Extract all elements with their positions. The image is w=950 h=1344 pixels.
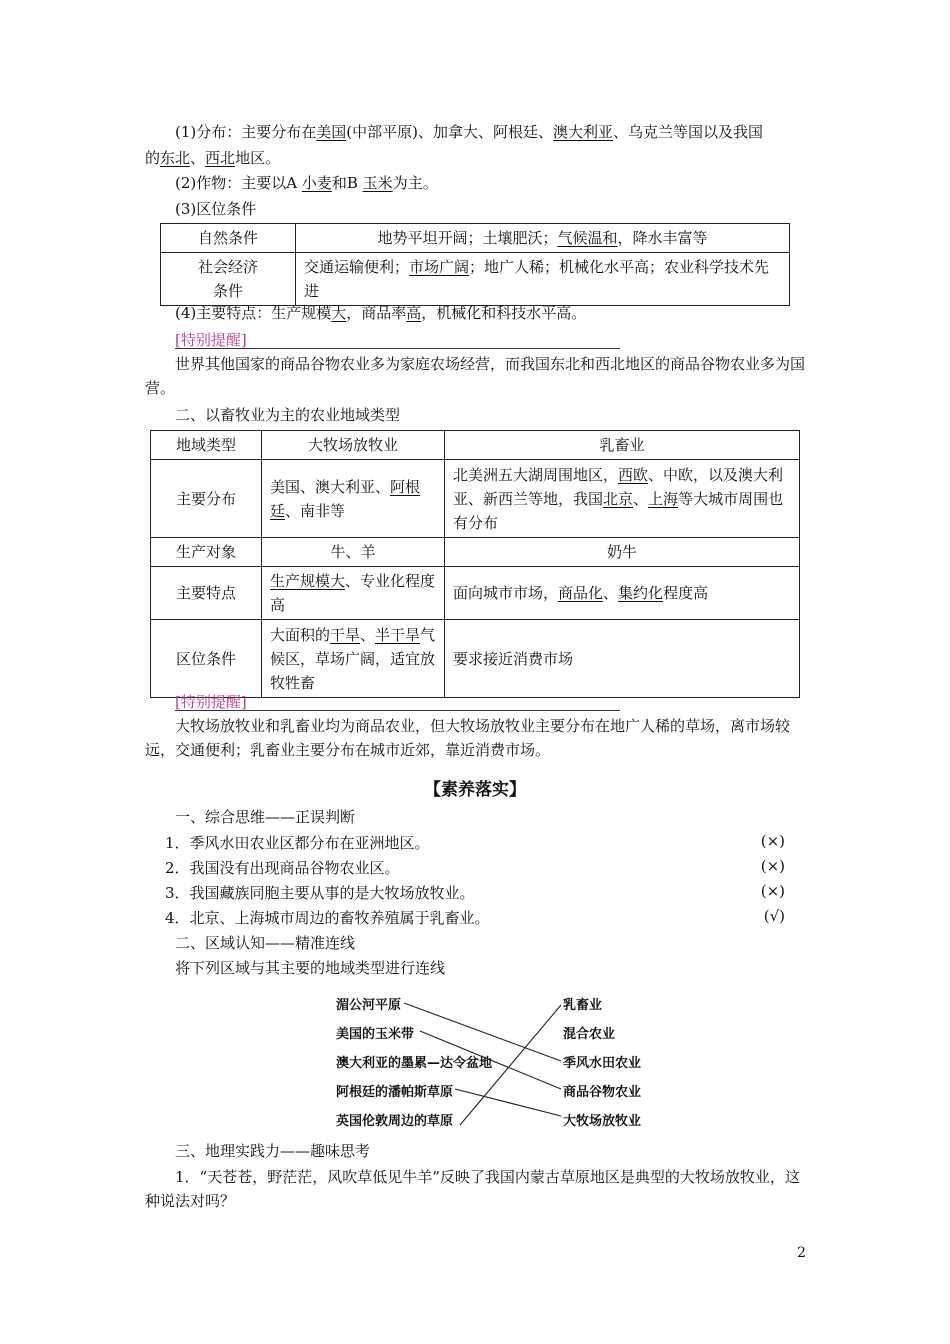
answer-underline: 西欧 (618, 465, 649, 484)
answer-underline: 澳大利亚 (552, 123, 613, 141)
text: ，降水丰富等 (617, 229, 708, 247)
answer-underline: 北京 (603, 489, 634, 508)
match-instruction: 将下列区域与其主要的地域类型进行连线 (175, 959, 446, 977)
text: (2)作物：主要以A (175, 174, 302, 192)
match-left-item: 阿根廷的潘帕斯草原 (336, 1085, 454, 1100)
match-line (460, 1005, 561, 1125)
match-title: 二、区域认知——精准连线 (175, 934, 356, 952)
text: 、 (360, 625, 376, 644)
match-left-item: 美国的玉米带 (336, 1027, 415, 1042)
location-title: (3)区位条件 (175, 200, 257, 218)
answer-underline: 玉米 (362, 174, 393, 192)
match-line (420, 1031, 561, 1089)
table-cell: 牛、羊 (262, 538, 445, 567)
answer-underline: 市场广阔 (409, 258, 470, 276)
text: 气候区，草场广阔，适宜放牧牲畜 (270, 625, 436, 692)
answer-underline: 气候温和 (557, 229, 618, 247)
text: 、中欧，以及澳大利亚、新西兰等地，我国 (453, 465, 784, 508)
table-cell: 乳畜业 (445, 431, 800, 460)
answer-underline: 集约化 (618, 584, 664, 602)
page-number: 2 (797, 1245, 806, 1261)
text: 、 (633, 489, 649, 508)
answer: (×) (760, 882, 785, 900)
text: ，商品率 (346, 304, 407, 322)
judge-title: 一、综合思维——正误判断 (175, 808, 356, 826)
text: 大面积的 (270, 625, 331, 644)
table-cell: 奶牛 (445, 538, 800, 567)
special-reminder-label: [特别提醒] (175, 331, 247, 349)
text: 程度高 (663, 584, 709, 602)
text: (1)分布：主要分布在 (175, 123, 317, 141)
question: 4．北京、上海城市周边的畜牧养殖属于乳畜业。 (165, 909, 490, 927)
answer: (×) (760, 832, 785, 850)
text: 美国、澳大利亚、 (270, 477, 391, 496)
answer-underline: 美国 (316, 123, 347, 141)
text: 北美洲五大湖周围地区， (453, 465, 619, 484)
section-title: 二、以畜牧业为主的农业地域类型 (175, 406, 401, 424)
match-left-item: 湄公河平原 (336, 998, 402, 1013)
answer-underline: 干旱 (330, 625, 361, 644)
text: 面向城市市场， (453, 584, 559, 602)
text: ，机械化和科技水平高。 (421, 304, 587, 322)
text: ；地广人稀；机械化水平高；农业科学技术先进 (304, 258, 770, 300)
question: 1．季风水田农业区都分布在亚洲地区。 (165, 834, 430, 852)
match-left-item: 英国伦敦周边的草原 (336, 1114, 454, 1129)
answer-underline: 上海 (648, 489, 679, 508)
text: 等大城市周围也有分布 (453, 489, 784, 532)
text: 、 (190, 149, 206, 167)
match-left-item: 澳大利亚的墨累—达令盆地 (336, 1056, 493, 1071)
special-reminder-label: [特别提醒] (175, 693, 247, 711)
answer-underline: 东北 (160, 149, 191, 167)
match-line (404, 1003, 561, 1061)
answer-underline: 小麦 (301, 174, 332, 192)
answer-underline: 商品化 (558, 584, 604, 602)
match-right-item: 大牧场放牧业 (563, 1114, 642, 1129)
table-cell: 要求接近消费市场 (445, 620, 800, 698)
practice-title: 三、地理实践力——趣味思考 (175, 1142, 371, 1160)
table-cell: 区位条件 (151, 620, 262, 698)
match-right-item: 商品谷物农业 (563, 1085, 642, 1100)
text: 的 (145, 149, 161, 167)
reminder-text: 世界其他国家的商品谷物农业多为家庭农场经营，而我国东北和西北地区的商品谷物农业多为国营。 (145, 355, 806, 397)
text: 交通运输便利； (304, 258, 410, 276)
table-cell: 社会经济条件 (161, 253, 296, 306)
match-right-item: 乳畜业 (563, 998, 603, 1013)
answer-underline: 阿根廷 (270, 477, 421, 520)
answer: (×) (760, 857, 785, 875)
text: 地区。 (235, 149, 281, 167)
section-heading: 【素养落实】 (424, 780, 526, 800)
practice-question: 1．“天苍苍，野茫茫，风吹草低见牛羊”反映了我国内蒙古草原地区是典型的大牧场放牧业，这种说法对吗？ (145, 1168, 800, 1210)
text: 和B (331, 174, 363, 192)
table-cell: 生产对象 (151, 538, 262, 567)
text: 、乌克兰等国以及我国 (613, 123, 764, 141)
question: 3．我国藏族同胞主要从事的是大牧场放牧业。 (165, 884, 475, 902)
answer-underline: 大 (331, 304, 347, 322)
answer-underline: 半干旱 (375, 625, 421, 644)
text: 、 (603, 584, 619, 602)
answer-underline: 西北 (205, 149, 236, 167)
table-cell: 地域类型 (151, 431, 262, 460)
table-cell: 主要分布 (151, 460, 262, 538)
answer: (√) (763, 907, 785, 925)
match-right-item: 混合农业 (563, 1027, 616, 1042)
text: (中部平原)、加拿大、阿根廷、 (346, 123, 553, 141)
table-cell: 主要特点 (151, 567, 262, 620)
text: 地势平坦开阔；土壤肥沃； (377, 229, 558, 247)
answer-underline: 高 (406, 304, 422, 322)
match-right-item: 季风水田农业 (563, 1056, 642, 1071)
text: 、南非等 (285, 501, 346, 520)
table-cell: 大牧场放牧业 (262, 431, 445, 460)
text: 为主。 (392, 174, 438, 192)
text: 、专业化程度高 (270, 572, 436, 614)
question: 2．我国没有出现商品谷物农业区。 (165, 859, 400, 877)
table-cell: 自然条件 (161, 224, 296, 253)
reminder-text: 大牧场放牧业和乳畜业均为商品农业，但大牧场放牧业主要分布在地广人稀的草场，离市场较远，交通便利；乳畜业主要分布在城市近郊，靠近消费市场。 (145, 717, 791, 759)
answer-underline: 生产规模大 (270, 572, 346, 590)
text: (4)主要特点：生产规模 (175, 304, 332, 322)
